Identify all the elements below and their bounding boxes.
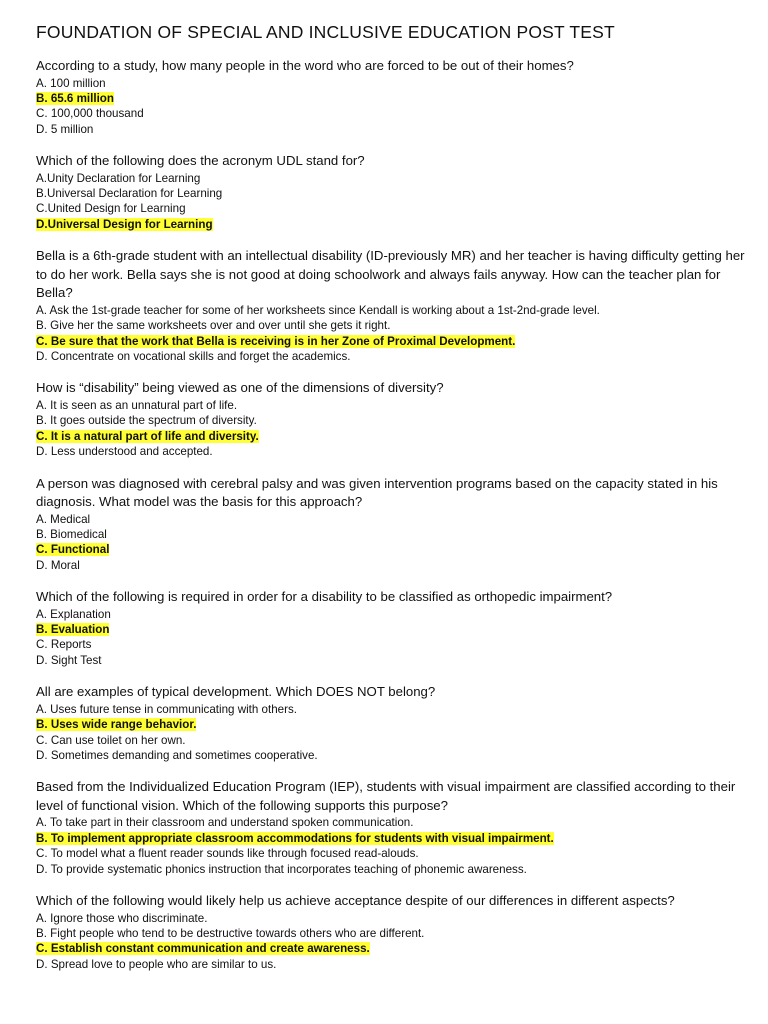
answer-option bbox=[36, 911, 751, 926]
answer-option-label: C. Reports bbox=[36, 638, 92, 652]
answer-options bbox=[36, 398, 751, 460]
answer-option-correct bbox=[36, 717, 751, 732]
answer-option bbox=[36, 76, 751, 91]
answer-option-label: B. Give her the same worksheets over and over until she gets it right. bbox=[36, 319, 391, 333]
question-block bbox=[36, 778, 751, 877]
answer-option-label: C. It is a natural part of life and diversity. bbox=[36, 429, 259, 443]
answer-option-label: B.Universal Declaration for Learning bbox=[36, 187, 223, 201]
question-text: Which of the following is required in order for a disability to be classified as orthopedic impairment? bbox=[36, 589, 613, 605]
answer-option bbox=[36, 846, 751, 861]
answer-option-label: D. Spread love to people who are similar to us. bbox=[36, 957, 277, 971]
answer-option bbox=[36, 122, 751, 137]
answer-option-label: A. To take part in their classroom and understand spoken communication. bbox=[36, 816, 414, 830]
question-block bbox=[36, 475, 751, 574]
answer-options bbox=[36, 702, 751, 764]
answer-option-label: A. Explanation bbox=[36, 607, 111, 621]
answer-option bbox=[36, 444, 751, 459]
question-block bbox=[36, 892, 751, 972]
question-block bbox=[36, 588, 751, 668]
answer-option-label: B. Uses wide range behavior. bbox=[36, 718, 197, 732]
question-text: Which of the following does the acronym UDL stand for? bbox=[36, 153, 365, 169]
answer-option bbox=[36, 318, 751, 333]
answer-option-label: A. It is seen as an unnatural part of life. bbox=[36, 398, 238, 412]
question-block bbox=[36, 683, 751, 763]
answer-option bbox=[36, 512, 751, 527]
question-block bbox=[36, 247, 751, 364]
answer-option-label: C. Establish constant communication and create awareness. bbox=[36, 942, 370, 956]
answer-option-correct bbox=[36, 622, 751, 637]
document-page bbox=[36, 20, 751, 987]
answer-option bbox=[36, 201, 751, 216]
answer-option-label: D. To provide systematic phonics instruction that incorporates teaching of phonemic awareness. bbox=[36, 862, 527, 876]
question-block bbox=[36, 57, 751, 137]
answer-option bbox=[36, 527, 751, 542]
answer-option bbox=[36, 637, 751, 652]
answer-option bbox=[36, 957, 751, 972]
answer-option-label: D. Sometimes demanding and sometimes cooperative. bbox=[36, 748, 318, 762]
answer-options bbox=[36, 76, 751, 138]
answer-option-label: C.United Design for Learning bbox=[36, 202, 186, 216]
answer-option-label: B. Fight people who tend to be destructive towards others who are different. bbox=[36, 926, 425, 940]
answer-option-correct bbox=[36, 91, 751, 106]
question-block bbox=[36, 152, 751, 232]
answer-option bbox=[36, 926, 751, 941]
answer-option-label: C. Be sure that the work that Bella is receiving is in her Zone of Proximal Development. bbox=[36, 334, 516, 348]
answer-option-correct bbox=[36, 941, 751, 956]
answer-option bbox=[36, 398, 751, 413]
answer-option-correct bbox=[36, 831, 751, 846]
answer-option bbox=[36, 106, 751, 121]
answer-option-label: B. Evaluation bbox=[36, 623, 110, 637]
answer-option-label: C. Can use toilet on her own. bbox=[36, 733, 186, 747]
answer-option-label: C. To model what a fluent reader sounds like through focused read-alouds. bbox=[36, 847, 419, 861]
question-text: Based from the Individualized Education Program (IEP), students with visual impairment are classified according to their level of functional vision. Which of the following supports this purpose? bbox=[36, 779, 736, 813]
answer-option-correct bbox=[36, 217, 751, 232]
answer-options bbox=[36, 171, 751, 233]
answer-option-correct bbox=[36, 542, 751, 557]
question-text: According to a study, how many people in the word who are forced to be out of their homes? bbox=[36, 58, 574, 73]
answer-option-label: C. 100,000 thousand bbox=[36, 107, 144, 121]
answer-option-label: A. Ask the 1st-grade teacher for some of her worksheets since Kendall is working about a 1st-2nd-grade level. bbox=[36, 303, 600, 317]
question-text: Bella is a 6th-grade student with an intellectual disability (ID-previously MR) and her teacher is having difficulty getting her to do her work. Bella says she is not good at doing schoolwork and always fails anyway. How can the teacher plan for Bella? bbox=[36, 248, 745, 301]
answer-options bbox=[36, 512, 751, 574]
answer-option bbox=[36, 815, 751, 830]
answer-option bbox=[36, 413, 751, 428]
answer-options bbox=[36, 911, 751, 973]
question-text: All are examples of typical development. Which DOES NOT belong? bbox=[36, 684, 436, 700]
answer-option bbox=[36, 558, 751, 573]
answer-option bbox=[36, 303, 751, 318]
question-text: How is “disability” being viewed as one of the dimensions of diversity? bbox=[36, 380, 444, 396]
answer-option bbox=[36, 607, 751, 622]
answer-option-label: D. Moral bbox=[36, 558, 80, 572]
answer-option bbox=[36, 653, 751, 668]
answer-option-label: B. 65.6 million bbox=[36, 91, 114, 105]
answer-option-label: A. Medical bbox=[36, 512, 91, 526]
answer-option-label: A. Ignore those who discriminate. bbox=[36, 911, 208, 925]
answer-option bbox=[36, 702, 751, 717]
answer-option-label: D. Concentrate on vocational skills and forget the academics. bbox=[36, 349, 351, 363]
answer-option bbox=[36, 349, 751, 364]
answer-option-correct bbox=[36, 334, 751, 349]
answer-option-label: D. Less understood and accepted. bbox=[36, 445, 213, 459]
answer-option-label: B. To implement appropriate classroom accommodations for students with visual impairment. bbox=[36, 831, 554, 845]
answer-option-label: D. Sight Test bbox=[36, 653, 102, 667]
question-block bbox=[36, 379, 751, 459]
answer-option bbox=[36, 733, 751, 748]
question-list bbox=[36, 57, 751, 972]
answer-options bbox=[36, 607, 751, 669]
answer-option-label: A. Uses future tense in communicating with others. bbox=[36, 702, 297, 716]
answer-option-label: B. Biomedical bbox=[36, 527, 107, 541]
answer-option bbox=[36, 171, 751, 186]
answer-option-label: C. Functional bbox=[36, 543, 110, 557]
answer-option-correct bbox=[36, 429, 751, 444]
answer-option-label: A.Unity Declaration for Learning bbox=[36, 171, 201, 185]
question-text: Which of the following would likely help us achieve acceptance despite of our differences in different aspects? bbox=[36, 893, 675, 908]
answer-option bbox=[36, 748, 751, 763]
answer-option-label: B. It goes outside the spectrum of diversity. bbox=[36, 414, 257, 428]
answer-options bbox=[36, 815, 751, 877]
answer-options bbox=[36, 303, 751, 365]
answer-option-label: A. 100 million bbox=[36, 76, 106, 90]
answer-option bbox=[36, 862, 751, 877]
answer-option-label: D. 5 million bbox=[36, 122, 94, 136]
answer-option-label: D.Universal Design for Learning bbox=[36, 217, 213, 231]
page-title: FOUNDATION OF SPECIAL AND INCLUSIVE EDUCATION POST TEST bbox=[36, 22, 615, 42]
question-text: A person was diagnosed with cerebral palsy and was given intervention programs based on the capacity stated in his diagnosis. What model was the basis for this approach? bbox=[36, 475, 718, 509]
answer-option bbox=[36, 186, 751, 201]
